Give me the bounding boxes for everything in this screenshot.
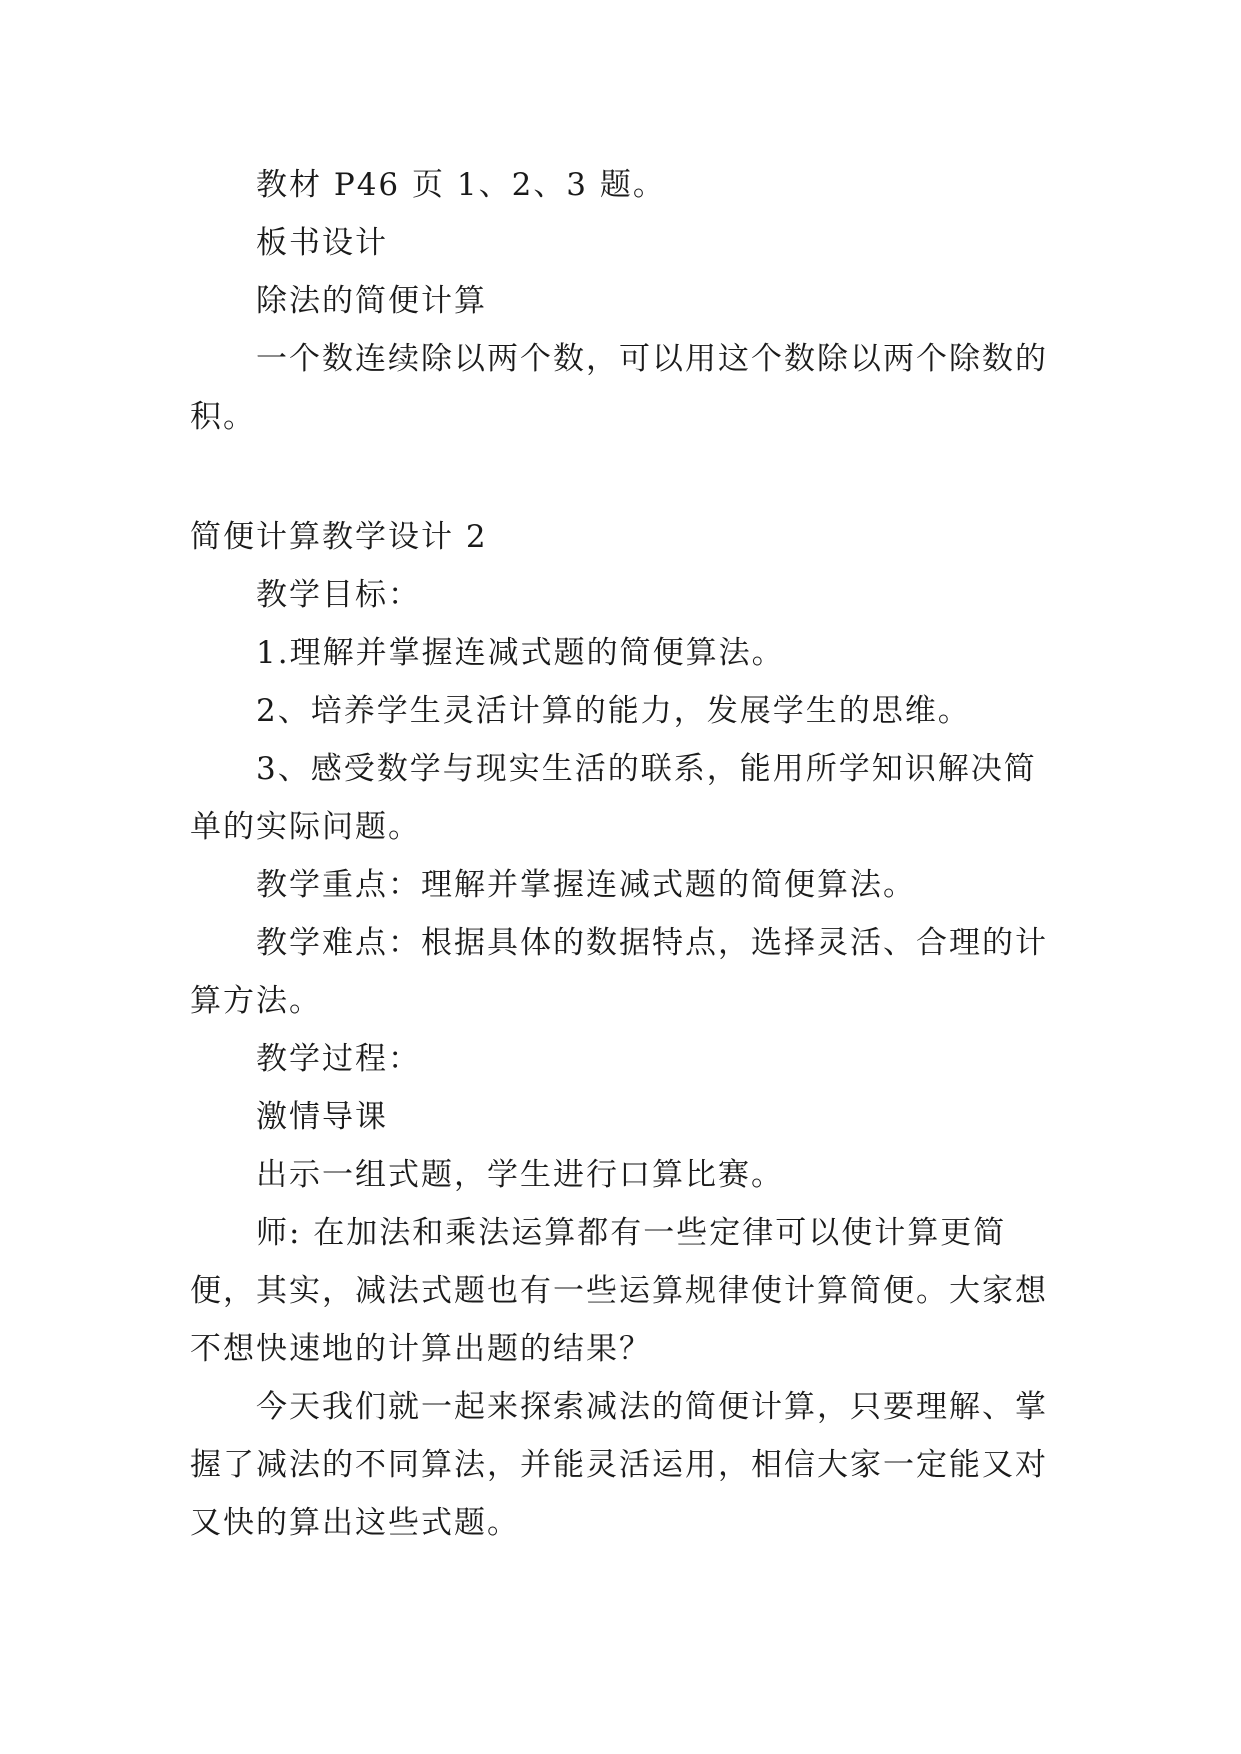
difficulty-point: 教学难点：根据具体的数据特点，选择灵活、合理的计算方法。 [190,925,1048,1019]
board-design-label: 板书设计 [256,225,388,261]
section-heading: 简便计算教学设计 2 [190,519,488,555]
division-rule: 一个数连续除以两个数，可以用这个数除以两个除数的积。 [190,341,1048,435]
objective-2: 2、培养学生灵活计算的能力，发展学生的思维。 [256,693,971,729]
objectives-label: 教学目标： [256,577,421,613]
objective-3: 3、感受数学与现实生活的联系，能用所学知识解决简单的实际问题。 [190,751,1037,845]
intro-activity: 出示一组式题，学生进行口算比赛。 [256,1157,784,1193]
teacher-speech: 师: 在加法和乘法运算都有一些定律可以使计算更简便，其实，减法式题也有一些运算规律使计算简便。大家想不想快速地的计算出题的结果？ [190,1215,1048,1367]
closing-paragraph: 今天我们就一起来探索减法的简便计算，只要理解、掌握了减法的不同算法，并能灵活运用，相信大家一定能又对又快的算出这些式题。 [190,1389,1048,1541]
objective-1: 1.理解并掌握连减式题的简便算法。 [256,635,785,671]
process-label: 教学过程： [256,1041,421,1077]
key-point: 教学重点：理解并掌握连减式题的简便算法。 [256,867,916,903]
intro-label: 激情导课 [256,1099,388,1135]
exercise-line: 教材 P46 页 1、2、3 题。 [256,167,666,203]
division-title: 除法的简便计算 [256,283,487,319]
